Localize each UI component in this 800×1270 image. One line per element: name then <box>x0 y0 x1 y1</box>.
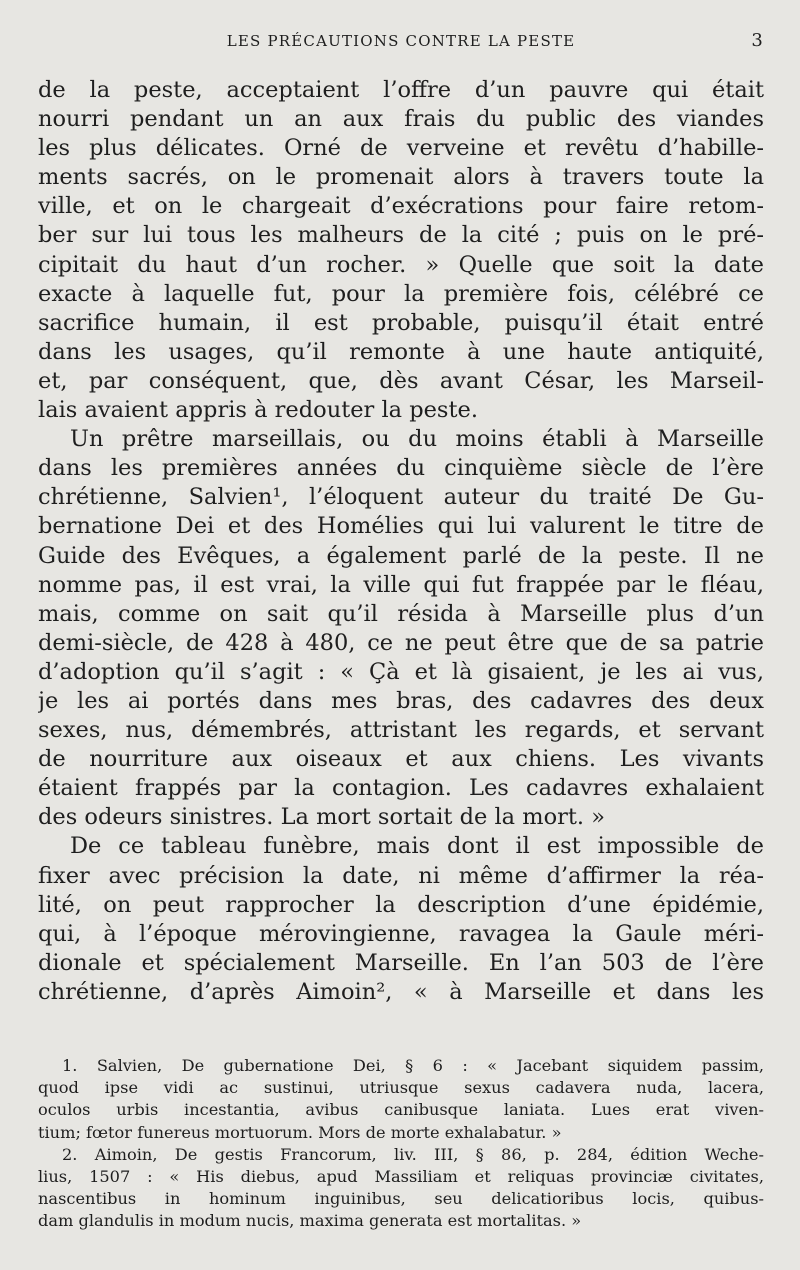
footnote-line: lius, 1507 : « His diebus, apud Massiliam et reliquas provinciæ civitates, <box>38 1166 764 1186</box>
body-line: Un prêtre marseillais, ou du moins établi à Marseille <box>70 426 764 453</box>
body-line: cipitait du haut d’un rocher. » Quelle que soit la date <box>38 251 764 278</box>
body-line: mais, comme on sait qu’il résida à Marseille plus d’un <box>38 600 764 627</box>
body-line: étaient frappés par la contagion. Les cadavres exhalaient <box>38 775 764 802</box>
body-line: dans les premières années du cinquième siècle de l’ère <box>38 455 764 482</box>
body-line: et, par conséquent, que, dès avant César, les Marseil- <box>38 367 764 394</box>
body-line: demi-siècle, de 428 à 480, ce ne peut être que de sa patrie <box>38 629 764 656</box>
body-line: chrétienne, d’après Aimoin², « à Marseille et dans les <box>38 978 764 1005</box>
body-line: lais avaient appris à redouter la peste. <box>38 397 478 424</box>
footnote-line: 2. Aimoin, De gestis Francorum, liv. III, § 86, p. 284, édition Weche- <box>62 1144 764 1164</box>
body-line: les plus délicates. Orné de verveine et revêtu d’habille- <box>38 135 764 162</box>
body-line: dionale et spécialement Marseille. En l’an 503 de l’ère <box>38 949 764 976</box>
footnotes <box>38 1055 764 1233</box>
body-line: je les ai portés dans mes bras, des cadavres des deux <box>38 687 764 714</box>
page-header <box>38 30 764 60</box>
body-line: des odeurs sinistres. La mort sortait de la mort. » <box>38 804 605 831</box>
body-line: ments sacrés, on le promenait alors à travers toute la <box>38 164 764 191</box>
body-line: chrétienne, Salvien¹, l’éloquent auteur du traité De Gu- <box>38 484 764 511</box>
body-line: Guide des Evêques, a également parlé de la peste. Il ne <box>38 542 764 569</box>
body-line: lité, on peut rapprocher la description d’une épidémie, <box>38 891 764 918</box>
body-line: sacrifice humain, il est probable, puisqu’il était entré <box>38 309 764 336</box>
body-line: de nourriture aux oiseaux et aux chiens. Les vivants <box>38 746 764 773</box>
body-line: nourri pendant un an aux frais du public des viandes <box>38 106 764 133</box>
body-line: nomme pas, il est vrai, la ville qui fut frappée par le fléau, <box>38 571 764 598</box>
body-line: ber sur lui tous les malheurs de la cité ; puis on le pré- <box>38 222 764 249</box>
body-line: De ce tableau funèbre, mais dont il est impossible de <box>70 833 764 860</box>
body-line: d’adoption qu’il s’agit : « Çà et là gisaient, je les ai vus, <box>38 658 764 685</box>
body-line: exacte à laquelle fut, pour la première fois, célébré ce <box>38 280 764 307</box>
body-line: ville, et on le chargeait d’exécrations pour faire retom- <box>38 193 764 220</box>
body-line: dans les usages, qu’il remonte à une haute antiquité, <box>38 338 764 365</box>
page-number: 3 <box>751 30 764 51</box>
footnote-line: nascentibus in hominum inguinibus, seu delicatioribus locis, quibus- <box>38 1189 764 1209</box>
body-text <box>38 76 764 1007</box>
book-page <box>38 30 764 1007</box>
body-line: sexes, nus, démembrés, attristant les regards, et servant <box>38 717 764 744</box>
footnote-line: quod ipse vidi ac sustinui, utriusque sexus cadavera nuda, lacera, <box>38 1078 764 1098</box>
body-line: de la peste, acceptaient l’offre d’un pauvre qui était <box>38 77 764 103</box>
footnote-line: dam glandulis in modum nucis, maxima generata est mortalitas. » <box>38 1211 582 1231</box>
footnote-line: oculos urbis incestantia, avibus canibusque laniata. Lues erat viven- <box>38 1100 764 1120</box>
footnote-line: 1. Salvien, De gubernatione Dei, § 6 : « Jacebant siquidem passim, <box>62 1056 764 1075</box>
footnote-line: tium; fœtor funereus mortuorum. Mors de morte exhalabatur. » <box>38 1122 562 1142</box>
body-line: bernatione Dei et des Homélies qui lui valurent le titre de <box>38 513 764 540</box>
running-title: LES PRÉCAUTIONS CONTRE LA PESTE <box>226 32 576 50</box>
body-line: qui, à l’époque mérovingienne, ravagea la Gaule méri- <box>38 920 764 947</box>
body-line: fixer avec précision la date, ni même d’affirmer la réa- <box>38 862 764 889</box>
